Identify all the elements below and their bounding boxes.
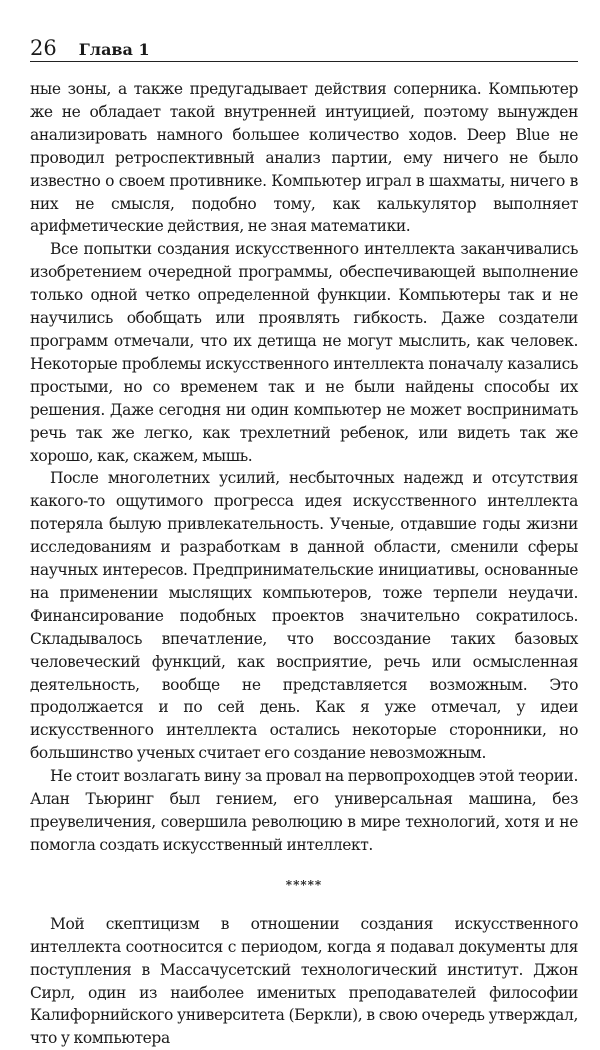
page-header [30,34,578,62]
chapter-title: Глава 1 [78,39,150,59]
paragraph: Не стоит возлагать вину за провал на первопроходцев этой теории. Алан Тьюринг был гением, его универсальная машина, без преувеличения, совершила революцию в мире технологий, хотя и не помогла создать искусственный интеллект. [30,767,578,854]
paragraph: После многолетних усилий, несбыточных надежд и отсутствия какого-то ощутимого прогресса идея искусственного интеллекта потеряла былую привлекательность. Ученые, отдавшие годы жизни исследованиям и разработкам в данной области, сменили сферы научных интересов. Предпринимательские инициативы, основанные на применении мыслящих компьютеров, тоже терпели неудачи. Финансирование подобных проектов значительно сократилось. Складывалось впечатление, что воссоздание таких базовых человеческий функций, как восприятие, речь или осмысленная деятельность, вообще не представляется возможным. Это продолжается и по сей день. Как я уже отмечал, у идеи искусственного интеллекта остались некоторые сторонники, но большинство ученых считает его создание невозможным. [30,469,578,763]
page-number: 26 [30,36,57,60]
page-body [30,78,578,1050]
section-separator: ***** [285,877,323,892]
paragraph: Мой скептицизм в отношении создания искусственного интеллекта соотносится с периодом, когда я подавал документы для поступления в Массачусетский технологический институт. Джон Сирл, один из наиболее именитых преподавателей философии Калифорнийского университета (Беркли), в свою очередь утверждал, что у компьютера [30,914,578,1048]
paragraph: Все попытки создания искусственного интеллекта заканчивались изобретением очередной программы, обеспечивающей выполнение только одной четко определенной функции. Компьютеры так и не научились обобщать или проявлять гибкость. Даже создатели программ отмечали, что их детища не могут мыслить, как человек. Некоторые проблемы искусственного интеллекта поначалу казались простыми, но со временем так и не были найдены способы их решения. Даже сегодня ни один компьютер не может воспринимать речь так же легко, как трехлетний ребенок, или видеть так же хорошо, как, скажем, мышь. [30,240,578,465]
paragraph-continued: ные зоны, а также предугадывает действия соперника. Компьютер же не обладает такой внутренней интуицией, поэтому вынужден анализировать намного большее количество ходов. Deep Blue не проводил ретроспективный анализ партии, ему ничего не было известно о своем противнике. Компьютер играл в шахматы, ничего в них не смысля, подобно тому, как калькулятор выполняет арифметические действия, не зная математики. [30,80,578,236]
